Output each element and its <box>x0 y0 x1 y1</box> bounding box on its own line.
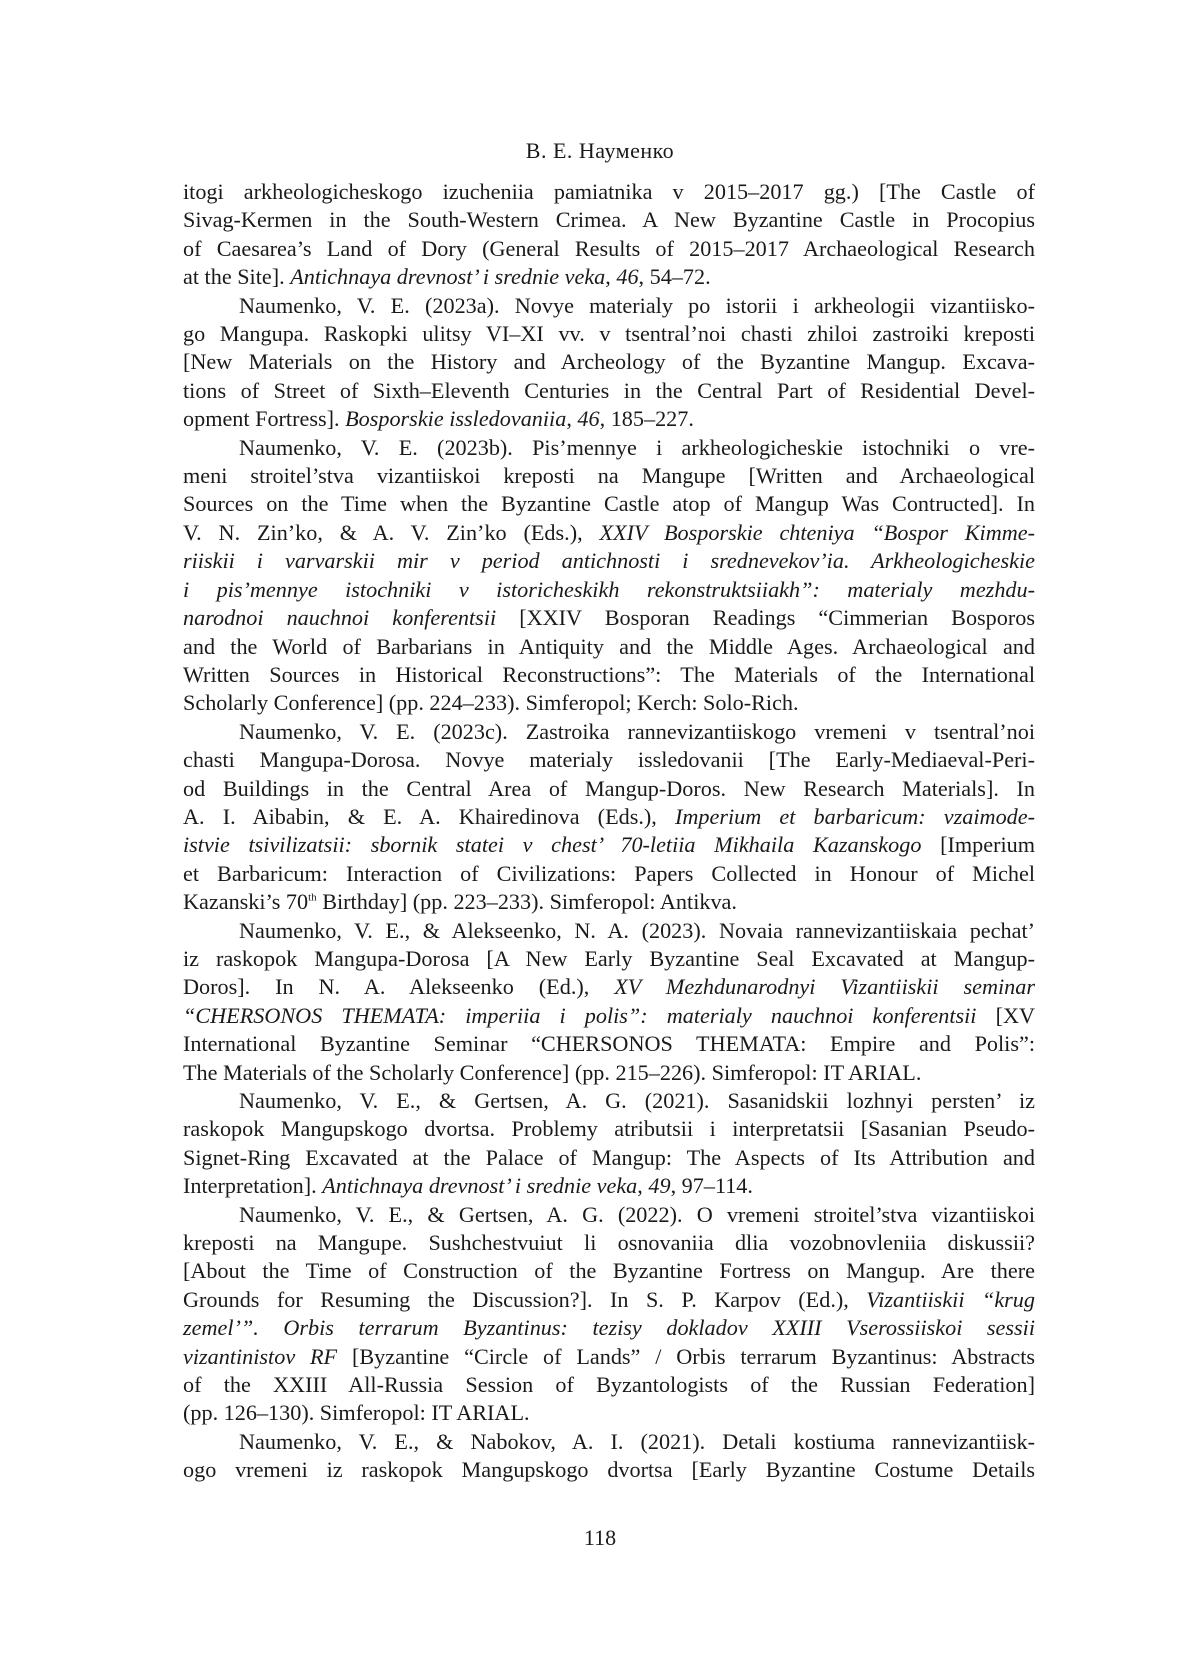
italic-title-text: riiskii i varvarskii mir v period antichnosti i srednevekov’ia. Arkheologicheskie <box>183 548 1035 574</box>
text-line <box>183 178 1035 206</box>
text-fragment: go Mangupa. Raskopki ulitsy VI–XI vv. v tsentral’noi chasti zhiloi zastroiki kreposti <box>183 321 1035 347</box>
italic-title-text: Vizantiiskii “krug <box>866 1286 1035 1312</box>
text-line <box>183 1059 1035 1087</box>
text-fragment: Naumenko, V. E., & Nabokov, A. I. (2021). Detali kostiuma rannevizantiisk- <box>239 1428 1035 1454</box>
reference-entry-first-line <box>183 718 1035 746</box>
text-fragment: (pp. 126–130). Simferopol: IT ARIAL. <box>183 1400 530 1426</box>
text-line <box>183 1172 1035 1200</box>
reference-entry-first-line <box>183 1087 1035 1115</box>
text-fragment: Naumenko, V. E., & Gertsen, A. G. (2021). Sasanidskii lozhnyi persten’ iz <box>239 1088 1035 1113</box>
italic-title-text: vizantinistov RF <box>183 1343 338 1369</box>
italic-title-text: XV Mezhdunarodnyi Vizantiiskii seminar <box>614 974 1035 1000</box>
text-fragment: and the World of Barbarians in Antiquity and the Middle Ages. Archaeological and <box>183 633 1035 659</box>
italic-title-text: narodnoi nauchnoi konferentsii <box>183 605 497 631</box>
text-fragment: V. N. Zin’ko, & A. V. Zin’ko (Eds.), <box>183 519 600 545</box>
text-fragment: of Caesarea’s Land of Dory (General Results of 2015–2017 Archaeological Research <box>183 235 1035 261</box>
text-line <box>183 888 1035 916</box>
text-line <box>183 1030 1035 1058</box>
text-line <box>183 775 1035 803</box>
text-fragment: Naumenko, V. E. (2023b). Pis’mennye i arkheologicheskie istochniki o vre- <box>239 434 1035 460</box>
reference-entry-first-line <box>183 292 1035 320</box>
italic-title-text: 46 <box>616 264 639 290</box>
text-fragment: meni stroitel’stva vizantiiskoi kreposti na Mangupe [Written and Archaeological <box>183 463 1035 489</box>
text-line <box>183 803 1035 831</box>
page-number: 118 <box>583 1525 617 1550</box>
text-fragment: , <box>637 1173 649 1199</box>
text-fragment: Naumenko, V. E., & Alekseenko, N. A. (2023). Novaia rannevizantiiskaia pechat’ <box>239 917 1035 943</box>
text-line <box>183 746 1035 774</box>
text-line <box>183 1229 1035 1257</box>
text-fragment: itogi arkheologicheskogo izucheniia pamiatnika v 2015–2017 gg.) [The Castle of <box>183 179 1035 204</box>
text-line <box>183 1144 1035 1172</box>
text-line <box>183 547 1035 575</box>
text-line <box>183 206 1035 234</box>
text-fragment: Naumenko, V. E. (2023a). Novye materialy po istorii i arkheologii vizantiisko- <box>239 292 1035 318</box>
text-fragment: International Byzantine Seminar “CHERSONOS THEMATA: Empire and Polis”: <box>183 1031 1035 1057</box>
text-line <box>183 405 1035 433</box>
text-fragment: [New Materials on the History and Archeology of the Byzantine Mangup. Excava- <box>183 349 1035 375</box>
text-line <box>183 377 1035 405</box>
italic-title-text: “CHERSONOS THEMATA: imperiia i polis”: materialy nauchnoi konferentsii <box>183 1002 977 1028</box>
italic-title-text: zemel’”. Orbis terrarum Byzantinus: tezisy dokladov XXIII Vserossiiskoi sessii <box>183 1315 1035 1341</box>
italic-title-text: Bosporskie issledovaniia <box>345 406 567 432</box>
text-fragment: , 185–227. <box>599 406 694 432</box>
text-fragment: tions of Street of Sixth–Eleventh Centuries in the Central Part of Residential Devel- <box>183 377 1035 403</box>
text-line <box>183 490 1035 518</box>
reference-entry-first-line <box>183 1201 1035 1229</box>
text-line <box>183 831 1035 859</box>
italic-title-text: Imperium et barbaricum: vzaimode- <box>674 803 1035 829</box>
text-fragment: Kazanski’s 70 <box>183 889 309 915</box>
reference-entry-first-line <box>183 1428 1035 1456</box>
text-fragment: Signet-Ring Excavated at the Palace of Mangup: The Aspects of Its Attribution and <box>183 1144 1035 1170</box>
italic-title-text: i pis’mennye istochniki v istoricheskikh rekonstruktsiiakh”: materialy mezhdu- <box>183 576 1035 602</box>
text-line <box>183 1002 1035 1030</box>
text-fragment: od Buildings in the Central Area of Mangup-Doros. New Research Materials]. In <box>183 775 1035 801</box>
text-line <box>183 1399 1035 1427</box>
text-fragment: at the Site]. <box>183 264 291 290</box>
text-line <box>183 661 1035 689</box>
italic-title-text: Antichnaya drevnost’ i srednie veka <box>322 1173 638 1199</box>
text-fragment: , <box>566 406 578 432</box>
text-fragment: Sivag-Kermen in the South-Western Crimea. A New Byzantine Castle in Procopius <box>183 207 1035 233</box>
italic-title-text: 49 <box>648 1173 671 1199</box>
text-fragment: [Imperium <box>921 832 1035 858</box>
text-fragment: Birthday] (pp. 223–233). Simferopol: Antikva. <box>316 889 737 915</box>
text-fragment: raskopok Mangupskogo dvortsa. Problemy atributsii i interpretatsii [Sasanian Pseudo- <box>183 1116 1035 1142</box>
text-fragment: ogo vremeni iz raskopok Mangupskogo dvortsa [Early Byzantine Costume Details <box>183 1457 1035 1483</box>
text-fragment: opment Fortress]. <box>183 406 346 432</box>
text-fragment: kreposti na Mangupe. Sushchestvuiut li osnovaniia dlia vozobnovleniia diskussii? <box>183 1230 1035 1256</box>
text-line <box>183 462 1035 490</box>
text-fragment: [XXIV Bosporan Readings “Cimmerian Bosporos <box>496 605 1035 631</box>
text-fragment: Written Sources in Historical Reconstructions”: The Materials of the International <box>183 661 1035 687</box>
text-line <box>183 633 1035 661</box>
superscript-text: th <box>308 891 317 904</box>
text-fragment: The Materials of the Scholarly Conference] (pp. 215–226). Simferopol: IT ARIAL. <box>183 1059 922 1085</box>
text-line <box>183 604 1035 632</box>
text-fragment: Interpretation]. <box>183 1173 323 1199</box>
text-fragment: Naumenko, V. E. (2023c). Zastroika rannevizantiiskogo vremeni v tsentral’noi <box>239 718 1035 744</box>
text-fragment: Grounds for Resuming the Discussion?]. In S. P. Karpov (Ed.), <box>183 1286 867 1312</box>
text-fragment: , <box>605 264 617 290</box>
text-fragment: [XV <box>976 1002 1036 1028</box>
text-line <box>183 1286 1035 1314</box>
text-line <box>183 689 1035 717</box>
text-line <box>183 1456 1035 1484</box>
text-line <box>183 973 1035 1001</box>
text-line <box>183 519 1035 547</box>
running-header: В. Е. Науменко <box>525 138 675 163</box>
text-fragment: [About the Time of Construction of the Byzantine Fortress on Mangup. Are there <box>183 1258 1035 1284</box>
text-line <box>183 1257 1035 1285</box>
text-line <box>183 1343 1035 1371</box>
italic-title-text: Antichnaya drevnost’ i srednie veka <box>290 264 606 290</box>
text-line <box>183 1314 1035 1342</box>
text-line <box>183 945 1035 973</box>
text-fragment: Scholarly Conference] (pp. 224–233). Simferopol; Kerch: Solo-Rich. <box>183 690 799 716</box>
text-fragment: , 54–72. <box>638 264 711 290</box>
text-line <box>183 1371 1035 1399</box>
text-fragment: Naumenko, V. E., & Gertsen, A. G. (2022). O vremeni stroitel’stva vizantiiskoi <box>239 1201 1035 1227</box>
reference-entry-first-line <box>183 917 1035 945</box>
text-fragment: iz raskopok Mangupa-Dorosa [A New Early Byzantine Seal Excavated at Mangup- <box>183 945 1035 971</box>
text-fragment: chasti Mangupa-Dorosa. Novye materialy issledovanii [The Early-Mediaeval-Peri- <box>183 747 1035 773</box>
text-line <box>183 235 1035 263</box>
text-line <box>183 860 1035 888</box>
text-fragment: Doros]. In N. A. Alekseenko (Ed.), <box>183 974 615 1000</box>
text-fragment: [Byzantine “Circle of Lands” / Orbis terrarum Byzantinus: Abstracts <box>337 1343 1035 1369</box>
reference-entry-first-line <box>183 434 1035 462</box>
reference-list <box>183 178 1035 1485</box>
text-line <box>183 320 1035 348</box>
italic-title-text: XXIV Bosporskie chteniya “Bospor Kimme- <box>599 519 1035 545</box>
text-fragment: Sources on the Time when the Byzantine Castle atop of Mangup Was Contructed]. In <box>183 491 1035 517</box>
text-line <box>183 263 1035 291</box>
text-line <box>183 1115 1035 1143</box>
text-fragment: , 97–114. <box>670 1173 753 1199</box>
text-fragment: et Barbaricum: Interaction of Civilizations: Papers Collected in Honour of Michel <box>183 860 1035 886</box>
text-fragment: of the XXIII All-Russia Session of Byzantologists of the Russian Federation] <box>183 1372 1035 1398</box>
italic-title-text: 46 <box>577 406 600 432</box>
text-fragment: A. I. Aibabin, & E. A. Khairedinova (Eds.), <box>183 803 675 829</box>
text-line <box>183 348 1035 376</box>
text-line <box>183 576 1035 604</box>
italic-title-text: istvie tsivilizatsii: sbornik statei v chest’ 70-letiia Mikhaila Kazanskogo <box>183 832 922 858</box>
